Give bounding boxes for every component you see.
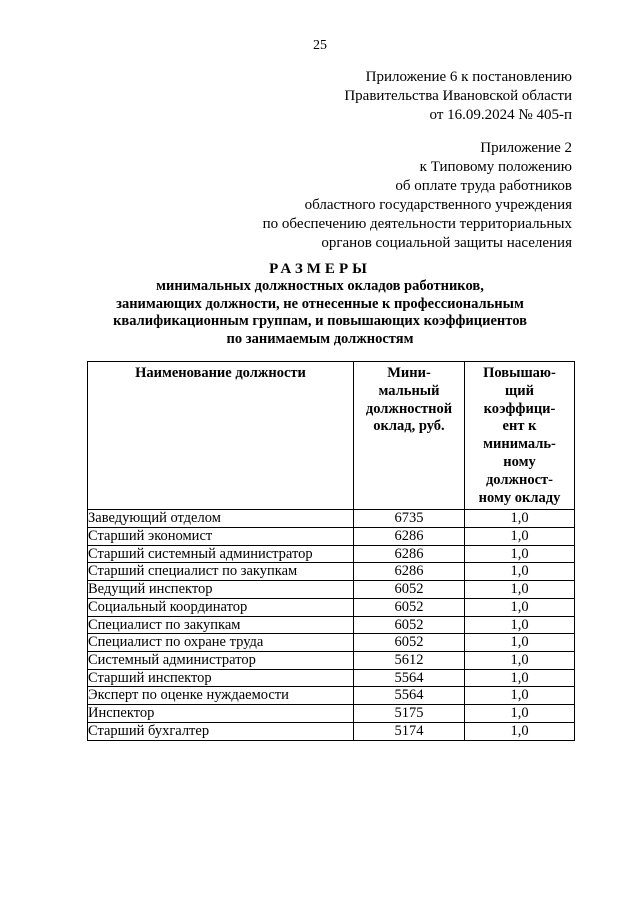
header-coef-line: ному — [503, 453, 536, 470]
salary-cell: 6052 — [354, 581, 465, 599]
position-cell: Старший системный администратор — [88, 545, 354, 563]
table-row — [88, 722, 575, 740]
position-cell: Старший экономист — [88, 528, 354, 546]
header-coef-line: Повышаю- — [483, 365, 556, 381]
position-cell: Ведущий инспектор — [88, 581, 354, 599]
table-row — [88, 705, 575, 723]
appendix-2-line: Приложение 2 — [480, 140, 572, 156]
position-cell: Эксперт по оценке нуждаемости — [88, 687, 354, 705]
position-cell: Инспектор — [88, 705, 354, 723]
table-row — [88, 563, 575, 581]
table-row — [88, 652, 575, 670]
position-cell: Старший специалист по закупкам — [88, 563, 354, 581]
table-row — [88, 616, 575, 634]
salary-cell: 6052 — [354, 598, 465, 616]
coefficient-cell: 1,0 — [465, 528, 575, 546]
header-coef-line: должност- — [485, 471, 554, 488]
salary-cell: 6052 — [354, 616, 465, 634]
appendix-2-line: областного государственного учреждения — [304, 197, 572, 213]
coefficient-cell: 1,0 — [465, 598, 575, 616]
header-coefficient — [465, 362, 575, 510]
coefficient-cell: 1,0 — [465, 563, 575, 581]
appendix-6-block — [344, 68, 572, 125]
appendix-2-line: об оплате труда работников — [395, 178, 572, 194]
table-row — [88, 669, 575, 687]
subtitle-line: по занимаемым должностям — [226, 330, 414, 347]
salary-cell: 5612 — [354, 652, 465, 670]
subtitle-line: минимальных должностных окладов работников, — [156, 278, 484, 294]
table-row — [88, 528, 575, 546]
salary-cell: 6052 — [354, 634, 465, 652]
appendix-6-line: Правительства Ивановской области — [344, 88, 572, 104]
coefficient-cell: 1,0 — [465, 581, 575, 599]
salary-cell: 5175 — [354, 705, 465, 723]
position-cell: Специалист по охране труда — [88, 634, 354, 652]
salary-cell: 5564 — [354, 687, 465, 705]
header-coef-line: ент к — [502, 418, 537, 435]
document-title: РАЗМЕРЫ — [269, 261, 371, 277]
position-cell: Специалист по закупкам — [88, 616, 354, 634]
coefficient-cell: 1,0 — [465, 687, 575, 705]
coefficient-cell: 1,0 — [465, 616, 575, 634]
coefficient-cell: 1,0 — [465, 510, 575, 528]
header-position — [88, 362, 354, 510]
header-coef-line: коэффици- — [483, 400, 556, 417]
coefficient-cell: 1,0 — [465, 545, 575, 563]
coefficient-cell: 1,0 — [465, 634, 575, 652]
coefficient-cell: 1,0 — [465, 705, 575, 723]
position-cell: Социальный координатор — [88, 598, 354, 616]
table-row — [88, 598, 575, 616]
coefficient-cell: 1,0 — [465, 652, 575, 670]
subtitle-line: квалификационным группам, и повышающих коэффициентов — [113, 313, 527, 329]
coefficient-cell: 1,0 — [465, 722, 575, 740]
appendix-6-line: от 16.09.2024 № 405-п — [429, 107, 572, 123]
table-header-row — [88, 362, 575, 510]
appendix-6-line: Приложение 6 к постановлению — [365, 69, 572, 85]
appendix-2-line: органов социальной защиты населения — [321, 235, 572, 251]
appendix-2-line: по обеспечению деятельности территориальных — [262, 216, 572, 232]
table-row — [88, 545, 575, 563]
position-cell: Старший инспектор — [88, 669, 354, 687]
document-subtitle — [0, 278, 640, 348]
header-coef-line: ному окладу — [478, 489, 561, 506]
table-row — [88, 687, 575, 705]
header-salary-line: мальный — [378, 382, 440, 399]
header-salary-line: оклад, руб. — [373, 418, 445, 435]
page-number: 25 — [313, 38, 327, 53]
table-row — [88, 510, 575, 528]
header-salary-line: Мини- — [387, 365, 431, 381]
position-cell: Старший бухгалтер — [88, 722, 354, 740]
table-row — [88, 634, 575, 652]
coefficient-cell: 1,0 — [465, 669, 575, 687]
header-coef-line: щий — [505, 382, 534, 399]
salary-cell: 6286 — [354, 563, 465, 581]
header-coef-line: минималь- — [483, 436, 556, 453]
salary-cell: 5564 — [354, 669, 465, 687]
salary-table — [87, 361, 575, 741]
position-cell: Заведующий отделом — [88, 510, 354, 528]
appendix-2-block — [263, 139, 572, 253]
salary-cell: 5174 — [354, 722, 465, 740]
appendix-2-line: к Типовому положению — [419, 159, 572, 175]
salary-cell: 6286 — [354, 528, 465, 546]
salary-cell: 6286 — [354, 545, 465, 563]
header-salary-line: должностной — [365, 400, 453, 417]
table-row — [88, 581, 575, 599]
position-cell: Системный администратор — [88, 652, 354, 670]
header-position-text: Наименование должности — [135, 365, 306, 381]
salary-cell: 6735 — [354, 510, 465, 528]
header-salary — [354, 362, 465, 510]
subtitle-line: занимающих должности, не отнесенные к профессиональным — [116, 295, 524, 312]
